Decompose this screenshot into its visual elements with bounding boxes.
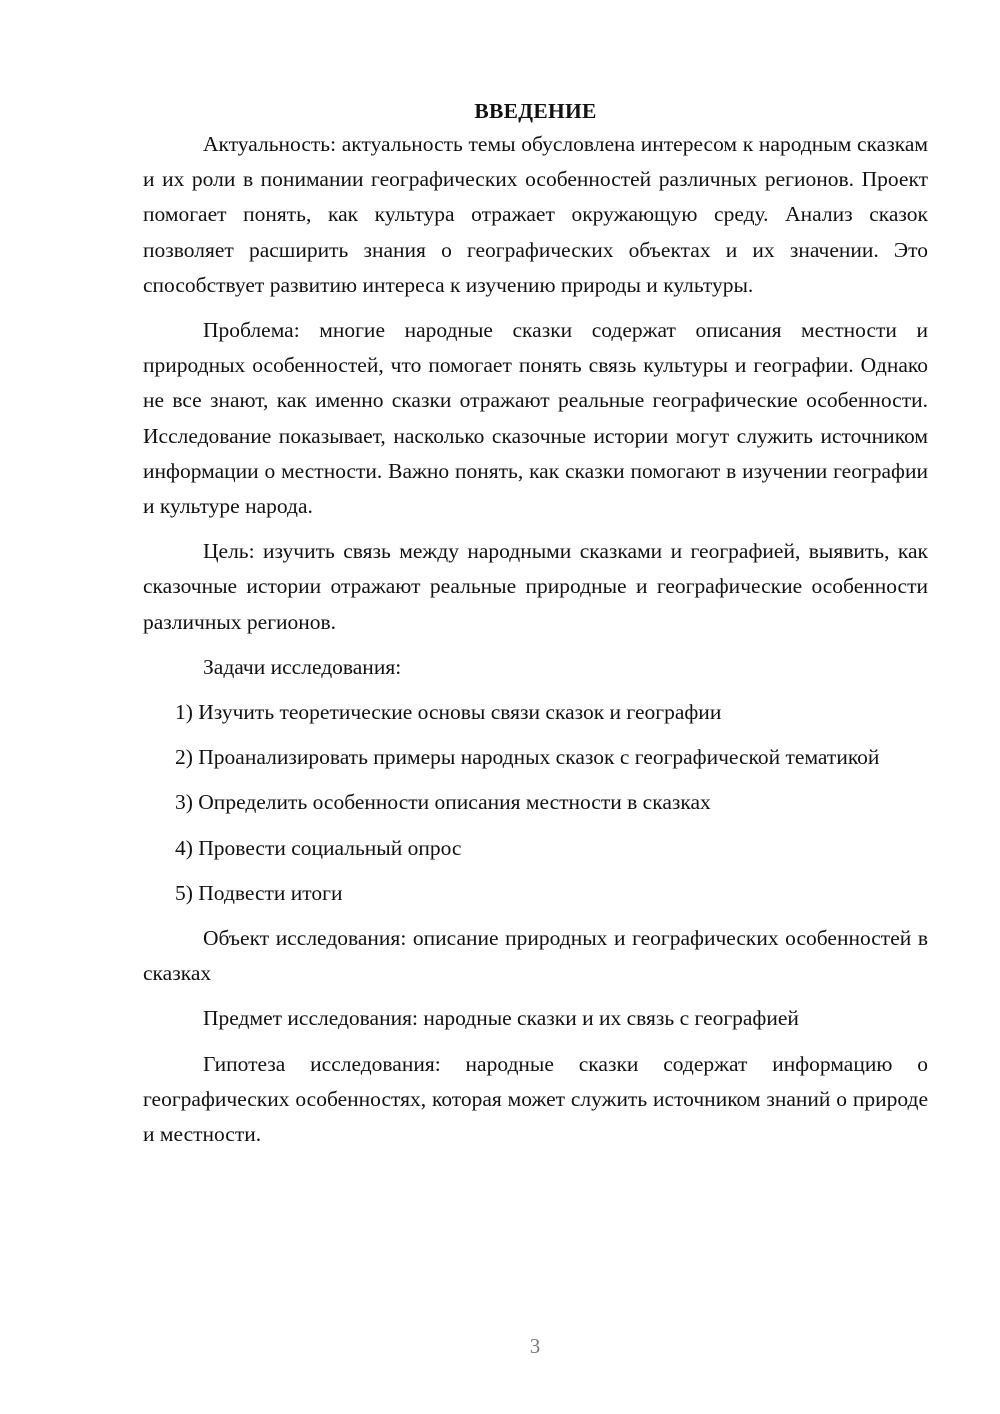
relevance-paragraph: Актуальность: актуальность темы обусловлена интересом к народным сказкам и их роли в понимании географических особенностей различных регионов. Проект помогает понять, как культура отражает окружающую среду. Анализ сказок позволяет расширить знания о географических объектах и их значении. Это способствует развитию интереса к изучению природы и культуры.: [143, 132, 928, 297]
task-item: 5) Подвести итоги: [175, 880, 343, 905]
goal-paragraph: Цель: изучить связь между народными сказками и географией, выявить, как сказочные истории отражают реальные природные и географические особенности различных регионов.: [143, 539, 928, 634]
object-paragraph: Объект исследования: описание природных и географических особенностей в сказках: [143, 926, 928, 986]
page-number: 3: [529, 1334, 541, 1358]
hypothesis-paragraph: Гипотеза исследования: народные сказки содержат информацию о географических особенностях, которая может служить источником знаний о природе и местности.: [143, 1051, 928, 1147]
task-item: 4) Провести социальный опрос: [175, 835, 462, 860]
section-title: ВВЕДЕНИЕ: [474, 99, 597, 123]
problem-paragraph: Проблема: многие народные сказки содержат описания местности и природных особенностей, что помогает понять связь культуры и географии. Однако не все знают, как именно сказки отражают реальные географические особенности. Исследование показывает, насколько сказочные истории могут служить источником информации о местности. Важно понять, как сказки помогают в изучении географии и культуре народа.: [143, 318, 928, 519]
task-item: 3) Определить особенности описания местности в сказках: [175, 790, 711, 815]
subject-paragraph: Предмет исследования: народные сказки и их связь с географией: [203, 1006, 799, 1031]
task-item: 1) Изучить теоретические основы связи сказок и географии: [175, 700, 722, 725]
document-page: [143, 95, 928, 1152]
tasks-heading: Задачи исследования:: [203, 654, 402, 679]
task-item: 2) Проанализировать примеры народных сказок с географической тематикой: [175, 745, 880, 770]
